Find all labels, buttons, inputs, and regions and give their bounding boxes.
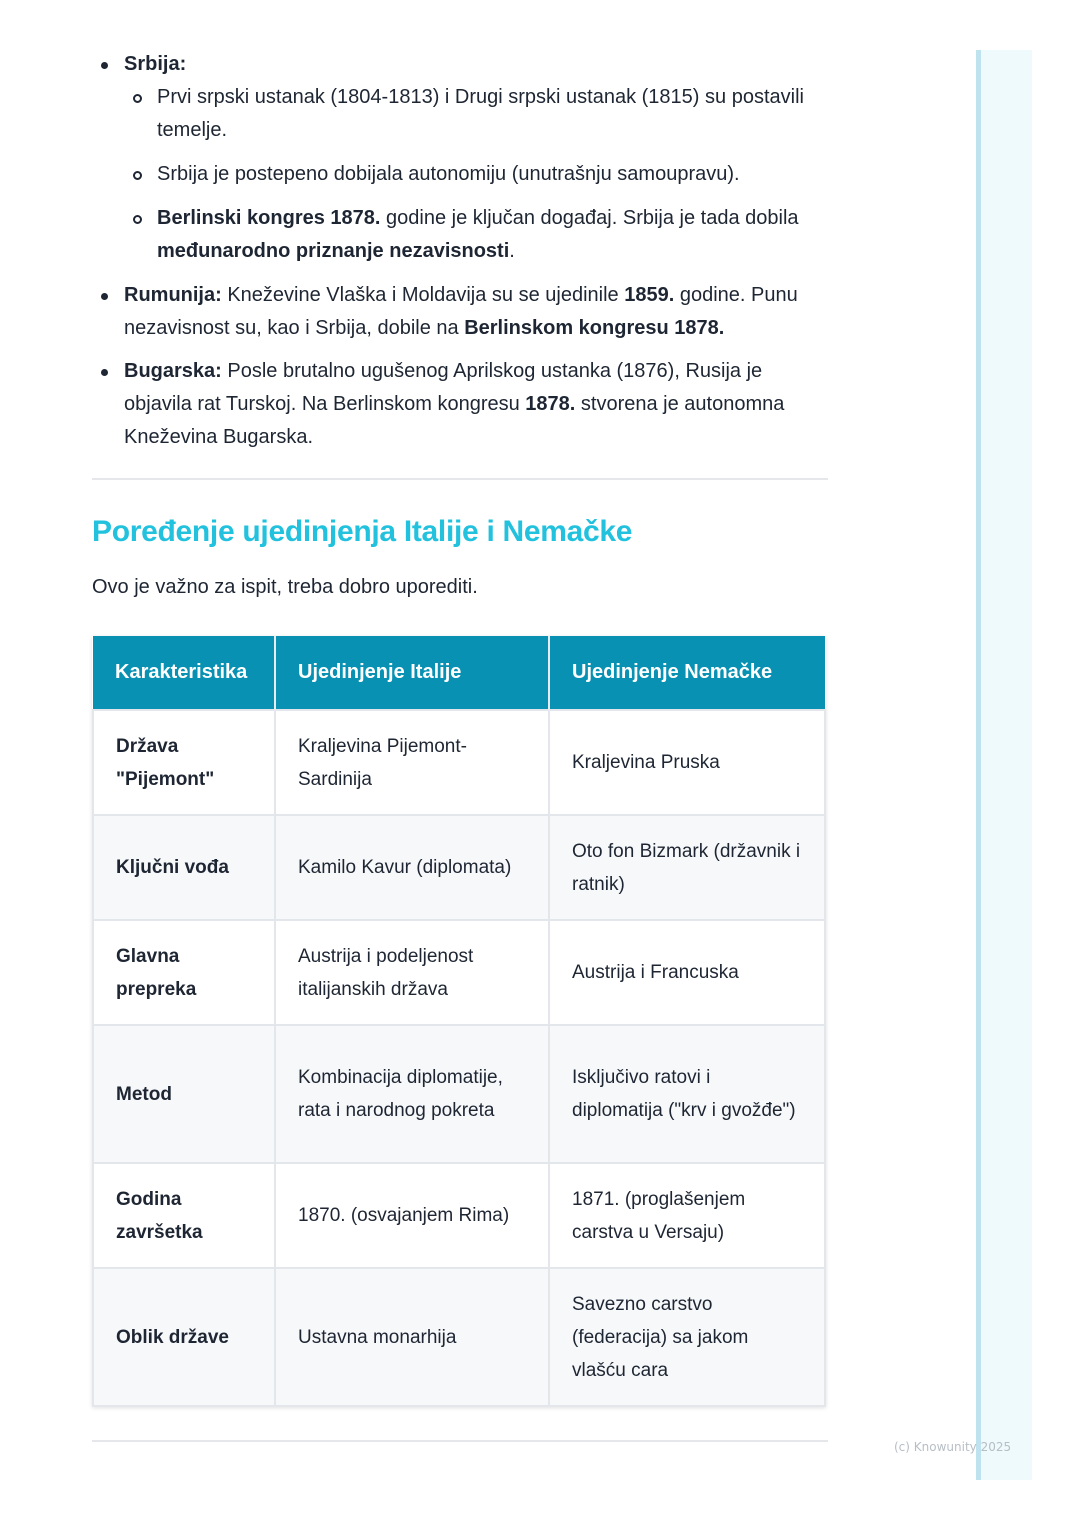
row-italy-cell: Ustavna monarhija bbox=[275, 1268, 549, 1406]
header-italy: Ujedinjenje Italije bbox=[275, 636, 549, 710]
row-germany-cell: Austrija i Francuska bbox=[549, 920, 825, 1025]
sidebar-edge bbox=[976, 50, 981, 1480]
bugarska-year-bold: 1878. bbox=[525, 393, 576, 415]
row-feature-cell: Metod bbox=[93, 1025, 275, 1163]
row-feature-cell: Glavna prepreka bbox=[93, 920, 275, 1025]
table-row bbox=[93, 1268, 825, 1406]
table-row bbox=[93, 710, 825, 815]
row-germany-cell: 1871. (proglašenjem carstva u Versaju) bbox=[549, 1163, 825, 1268]
row-germany-cell: Kraljevina Pruska bbox=[549, 710, 825, 815]
row-italy-cell: 1870. (osvajanjem Rima) bbox=[275, 1163, 549, 1268]
bugarska-text-1: Posle brutalno ugušenog Aprilskog ustanka (1876), Rusija je objavila rat Turskoj. Na Berlinskom kongresu bbox=[124, 360, 763, 415]
table-row bbox=[93, 1163, 825, 1268]
table-header-row bbox=[93, 636, 825, 710]
rumunija-text-1: Kneževine Vlaška i Moldavija su se ujedinile bbox=[221, 284, 625, 306]
watermark: (c) Knowunity 2025 bbox=[894, 1440, 1012, 1454]
row-feature-cell: Oblik države bbox=[93, 1268, 275, 1406]
srbija-sublist bbox=[124, 81, 828, 268]
srbija-subitem-2: Srbija je postepeno dobijala autonomiju (unutrašnju samoupravu). bbox=[124, 158, 828, 191]
table-row bbox=[93, 815, 825, 920]
section-divider bbox=[92, 478, 828, 480]
row-germany-cell: Isključivo ratovi i diplomatija ("krv i gvožđe") bbox=[549, 1025, 825, 1163]
main-content bbox=[92, 48, 828, 1442]
section-intro: Ovo je važno za ispit, treba dobro uporediti. bbox=[92, 576, 478, 598]
header-characteristic: Karakteristika bbox=[93, 636, 275, 710]
srbija-label: Srbija: bbox=[124, 53, 187, 75]
list-item-bugarska bbox=[92, 355, 828, 454]
bugarska-label: Bugarska: bbox=[124, 360, 222, 382]
table-row bbox=[93, 1025, 825, 1163]
rumunija-label: Rumunija: bbox=[124, 284, 222, 306]
table-row bbox=[93, 920, 825, 1025]
comparison-table bbox=[92, 636, 826, 1407]
country-list bbox=[92, 48, 828, 454]
recognition-bold: međunarodno priznanje nezavisnosti bbox=[157, 240, 510, 262]
srbija-subitem-1: Prvi srpski ustanak (1804-1813) i Drugi srpski ustanak (1815) su postavili temelje. bbox=[124, 81, 828, 147]
row-germany-cell: Savezno carstvo (federacija) sa jakom vlašću cara bbox=[549, 1268, 825, 1406]
row-feature-cell: Država "Pijemont" bbox=[93, 710, 275, 815]
sidebar-strip bbox=[976, 50, 1032, 1480]
row-italy-cell: Austrija i podeljenost italijanskih država bbox=[275, 920, 549, 1025]
section-heading: Poređenje ujedinjenja Italije i Nemačke bbox=[92, 515, 633, 548]
list-item-rumunija bbox=[92, 279, 828, 345]
row-germany-cell: Oto fon Bizmark (državnik i ratnik) bbox=[549, 815, 825, 920]
rumunija-congress-bold: Berlinskom kongresu 1878. bbox=[464, 317, 725, 339]
header-germany: Ujedinjenje Nemačke bbox=[549, 636, 825, 710]
srbija-sub3-text-2: . bbox=[509, 240, 515, 262]
row-italy-cell: Kraljevina Pijemont-Sardinija bbox=[275, 710, 549, 815]
row-italy-cell: Kombinacija diplomatije, rata i narodnog pokreta bbox=[275, 1025, 549, 1163]
row-feature-cell: Ključni vođa bbox=[93, 815, 275, 920]
bottom-divider bbox=[92, 1440, 828, 1442]
srbija-sub3-text-1: godine je ključan događaj. Srbija je tada dobila bbox=[380, 207, 799, 229]
list-item-srbija bbox=[92, 48, 828, 268]
bugarska-text-2: stvorena je autonomna Kneževina Bugarska. bbox=[124, 393, 785, 448]
row-italy-cell: Kamilo Kavur (diplomata) bbox=[275, 815, 549, 920]
row-feature-cell: Godina završetka bbox=[93, 1163, 275, 1268]
rumunija-year-bold: 1859. bbox=[624, 284, 675, 306]
srbija-subitem-3 bbox=[124, 202, 828, 268]
rumunija-text-2: godine. Punu nezavisnost su, kao i Srbija, dobile na bbox=[124, 284, 798, 339]
berlin-congress-bold: Berlinski kongres 1878. bbox=[157, 207, 381, 229]
